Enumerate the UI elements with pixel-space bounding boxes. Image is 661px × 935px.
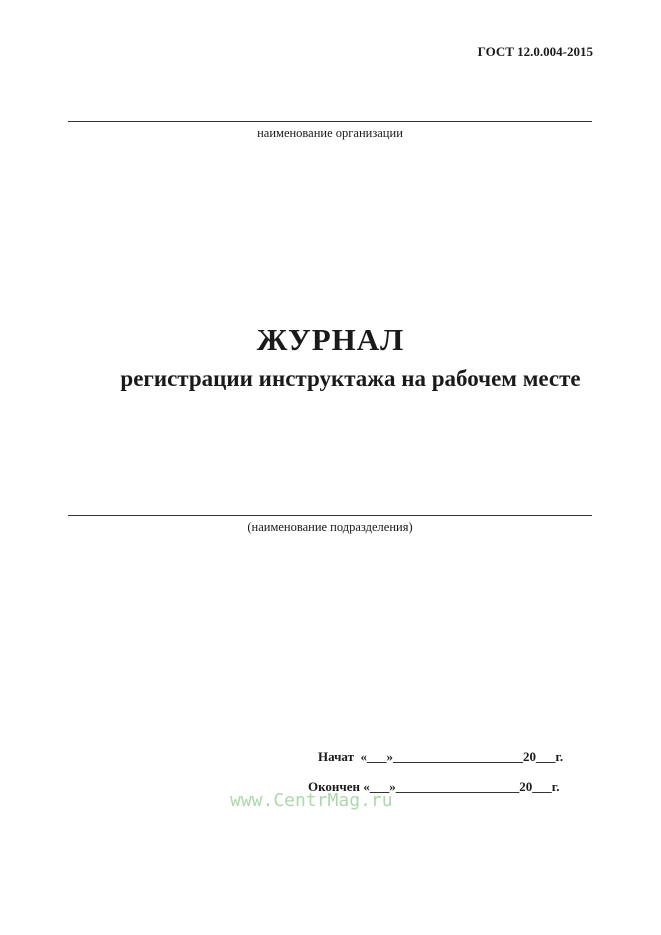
standard-code: ГОСТ 12.0.004-2015 [477,44,593,59]
department-caption: (наименование подразделения) [247,520,413,534]
department-line [68,515,592,516]
organization-line [68,121,592,122]
started-date: Начат «___»____________________20___г. [318,749,564,764]
finished-date: Окончен «___»___________________20___г. [308,779,560,794]
journal-subtitle: регистрации инструктажа на рабочем месте [120,366,581,391]
watermark: www.CentrMag.ru [230,790,393,811]
organization-caption: наименование организации [257,126,403,140]
journal-title: ЖУРНАЛ [256,322,405,357]
